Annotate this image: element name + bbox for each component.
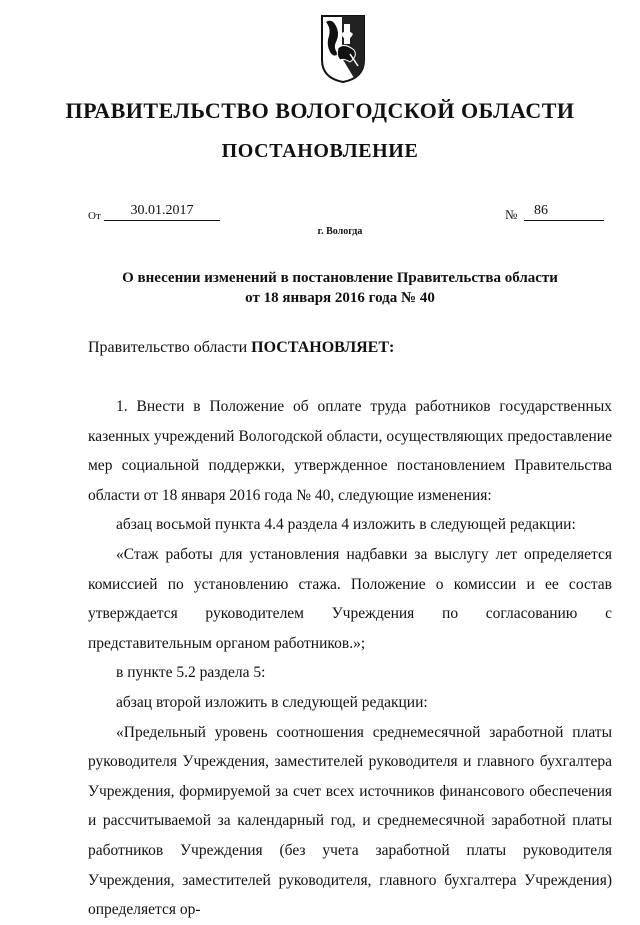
body-paragraph: абзац восьмой пункта 4.4 раздела 4 изложить в следующей редакции: bbox=[116, 516, 576, 534]
date-label: От bbox=[88, 210, 101, 222]
body-paragraph: 1. Внести в Положение об оплате труда работников государственных казенных учреждений Вологодской области, осуществляющих предоставление мер социальной поддержки, утвержденное постановлением Правительства области от 18 января 2016 года № 40, следующие изменения: bbox=[88, 398, 612, 504]
date-value: 30.01.2017 bbox=[104, 202, 220, 221]
city: г. Вологда bbox=[317, 226, 363, 237]
body-paragraph: «Стаж работы для установления надбавки за выслугу лет определяется комиссией по установлению стажа. Положение о комиссии и ее состав утверждается руководителем Учреждения по согласованию с представительным органом работников.»; bbox=[88, 545, 612, 652]
subject-line: О внесении изменений в постановление Правительства области bbox=[122, 270, 558, 286]
document-body bbox=[88, 392, 612, 925]
body-paragraph: в пункте 5.2 раздела 5: bbox=[116, 664, 266, 682]
preamble-text: Правительство области bbox=[88, 339, 248, 356]
body-paragraph: «Предельный уровень соотношения среднемесячной заработной платы руководителя Учреждения, заместителей руководителя и главного бухгалтера Учреждения, формируемой за счет всех источников финансового обеспечения и рассчитываемой за календарный год, и среднемесячной заработной платы работников Учреждения (без учета заработной платы руководителя Учреждения, заместителей руководителя, главного бухгалтера Учреждения) определяется ор- bbox=[88, 723, 612, 919]
preamble bbox=[88, 339, 394, 357]
number-value: 86 bbox=[524, 202, 604, 221]
coat-of-arms-icon bbox=[320, 14, 366, 84]
document-subject bbox=[100, 268, 580, 308]
agency-title: ПРАВИТЕЛЬСТВО ВОЛОГОДСКОЙ ОБЛАСТИ bbox=[65, 98, 575, 123]
document-type: ПОСТАНОВЛЕНИЕ bbox=[221, 140, 419, 162]
number-label: № bbox=[505, 207, 518, 222]
body-paragraph: абзац второй изложить в следующей редакции: bbox=[116, 693, 428, 711]
subject-line: от 18 января 2016 года № 40 bbox=[245, 290, 435, 306]
preamble-emphasis: ПОСТАНОВЛЯЕТ: bbox=[251, 339, 395, 356]
